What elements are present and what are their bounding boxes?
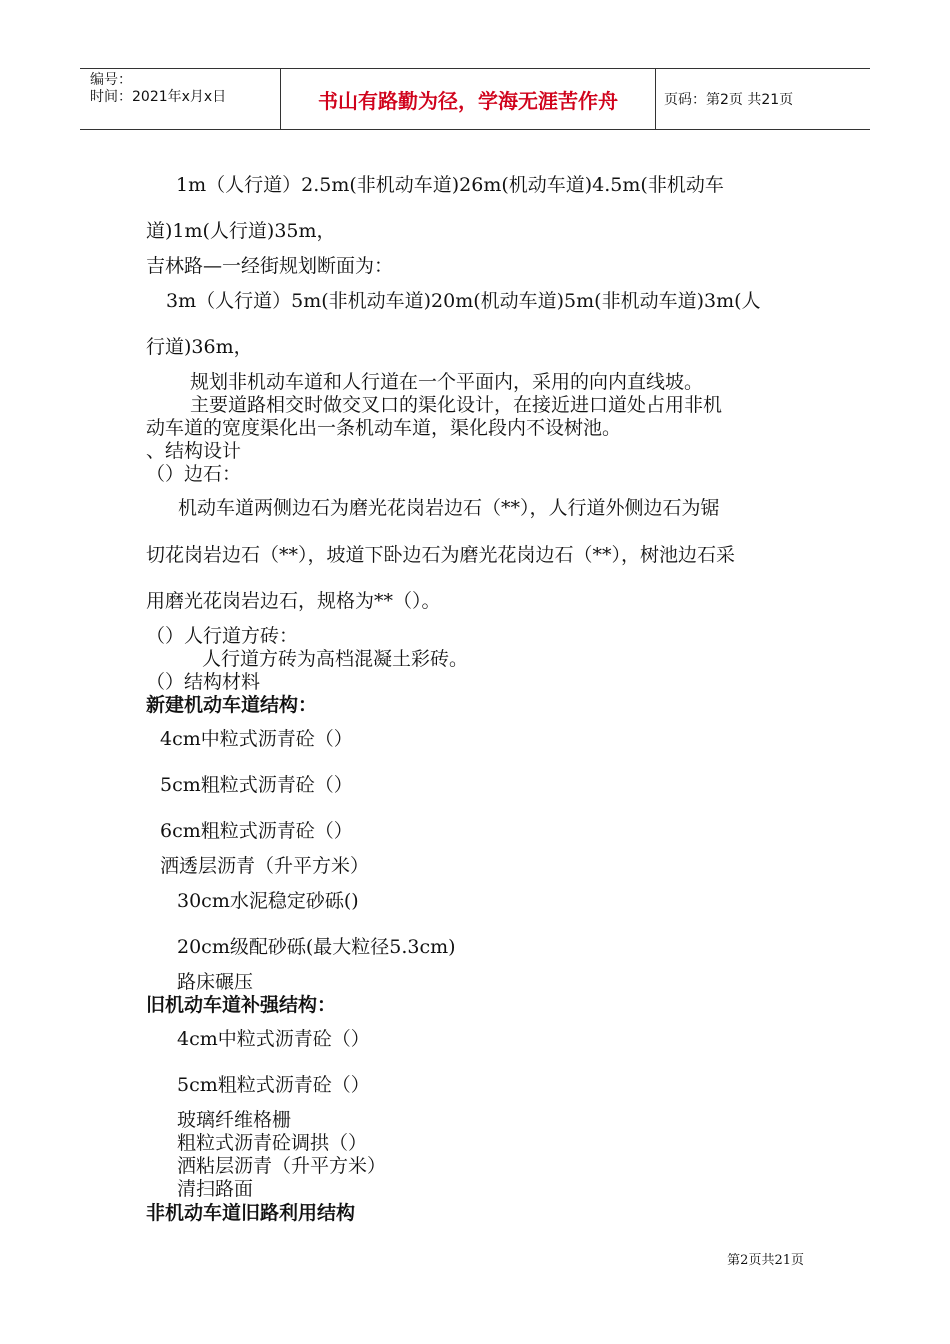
bold-heading: 旧机动车道补强结构：	[146, 994, 337, 1016]
header-motto: 书山有路勤为径，学海无涯苦作舟	[280, 69, 656, 129]
text-line: 20cm级配砂砾(最大粒径5.3cm)	[177, 936, 456, 958]
section-heading: 、结构设计	[146, 440, 242, 462]
text-line: 道)1m(人行道)35m，	[146, 220, 336, 242]
page-footer: 第2页共21页	[727, 1253, 804, 1268]
text-line: 人行道方砖为高档混凝土彩砖。	[202, 648, 469, 670]
text-line: 规划非机动车道和人行道在一个平面内，采用的向内直线坡。	[190, 371, 704, 393]
text-line: 主要道路相交时做交叉口的渠化设计，在接近进口道处占用非机	[190, 394, 723, 416]
text-line: 行道)36m，	[146, 336, 253, 358]
text-line: 吉林路—一经街规划断面为：	[146, 255, 394, 277]
text-line: 清扫路面	[177, 1178, 254, 1200]
bold-heading: 非机动车道旧路利用结构	[146, 1202, 356, 1224]
text-line: 5cm粗粒式沥青砼（）	[177, 1074, 370, 1096]
text-line: 玻璃纤维格栅	[177, 1109, 292, 1131]
text-line: 粗粒式沥青砼调拱（）	[177, 1132, 368, 1154]
document-date-label: 时间：2021年x月x日	[90, 89, 227, 105]
header-meta	[80, 69, 280, 132]
text-line: 洒透层沥青（升平方米）	[160, 855, 370, 877]
text-line: 动车道的宽度渠化出一条机动车道，渠化段内不设树池。	[146, 417, 622, 439]
text-line: 3m（人行道）5m(非机动车道)20m(机动车道)5m(非机动车道)3m(人	[166, 290, 761, 312]
text-line: 4cm中粒式沥青砼（）	[177, 1028, 370, 1050]
text-line: 洒粘层沥青（升平方米）	[177, 1155, 387, 1177]
header-page-number: 页码：第2页 共21页	[664, 92, 794, 108]
document-number-label: 编号：	[90, 72, 132, 88]
subsection-heading: （）人行道方砖：	[146, 625, 299, 647]
text-line: 30cm水泥稳定砂砾()	[177, 890, 359, 912]
page-header	[80, 68, 870, 130]
text-line: 用磨光花岗岩边石，规格为**（）。	[146, 590, 441, 612]
text-line: 路床碾压	[177, 971, 254, 993]
subsection-heading: （）边石：	[146, 463, 242, 485]
subsection-heading: （）结构材料	[146, 671, 261, 693]
text-line: 1m（人行道）2.5m(非机动车道)26m(机动车道)4.5m(非机动车	[176, 174, 724, 196]
text-line: 机动车道两侧边石为磨光花岗岩边石（**），人行道外侧边石为锯	[178, 497, 720, 519]
text-line: 6cm粗粒式沥青砼（）	[160, 820, 353, 842]
text-line: 切花岗岩边石（**），坡道下卧边石为磨光花岗边石（**），树池边石采	[146, 544, 736, 566]
text-line: 5cm粗粒式沥青砼（）	[160, 774, 353, 796]
bold-heading: 新建机动车道结构：	[146, 694, 318, 716]
text-line: 4cm中粒式沥青砼（）	[160, 728, 353, 750]
